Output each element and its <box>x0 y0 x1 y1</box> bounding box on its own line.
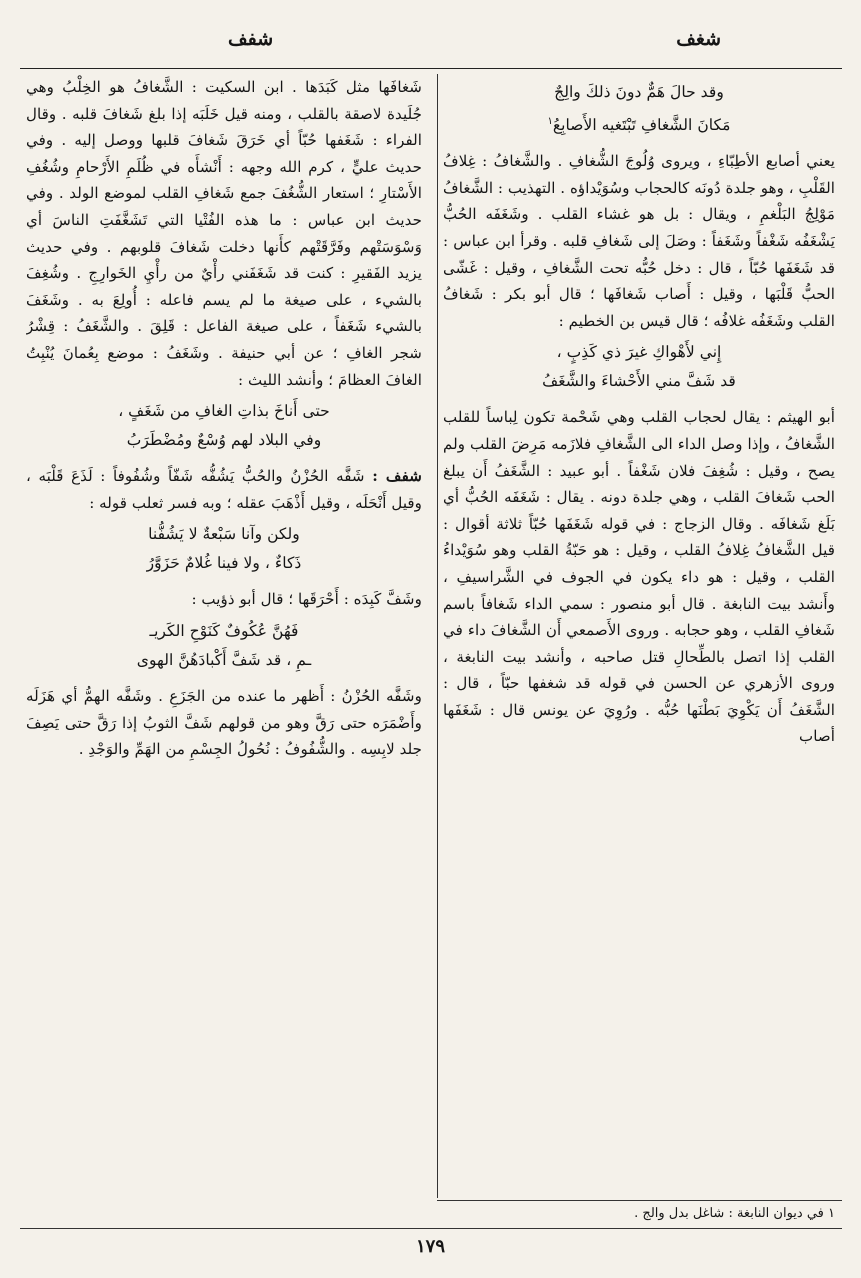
bottom-rule <box>20 1228 842 1229</box>
verse-line: قد شَفَّ مني الأَحْشاءَ والشَّغَفُ <box>542 372 736 391</box>
footnote-rule <box>437 1200 842 1201</box>
verse-line: ذَكاءٌ ، ولا فينا غُلامٌ حَزَوَّرُ <box>146 554 302 573</box>
verse-block <box>26 520 422 578</box>
paragraph: وشَفَّه الحُزْنُ : أَظهر ما عنده من الجَزَعِ . وشَفَّه الهمُّ أي هَزَلَه وأَضْمَرَه حتى رَقَّ وهو من قولهم شَفَّ الثوبُ إذا رَقَّ حتى يَصِفَ جلد لابِسِه . والشُّفُوفُ : نُحُولُ الجِسْمِ من الهَمِّ والوَجْدِ . <box>26 686 422 759</box>
verse-line: ـمِ ، قد شَفَّ أَكْبادَهُنَّ الهوى <box>136 650 312 669</box>
verse-line: فَهُنَّ عُكُوفٌ كَنَوْحِ الكَريـ <box>149 621 299 640</box>
verse-line: وقد حالَ هَمٌّ دونَ ذلكَ والِجٌ <box>554 83 724 101</box>
footnote: ١ في ديوان النابغة : شاغل بدل والج . <box>634 1206 835 1221</box>
footnote-marker: ١ <box>547 116 553 127</box>
verse-block <box>26 397 422 455</box>
header-left-word: شفف <box>228 28 274 50</box>
verse-line-text: مَكانَ الشَّغافِ تَبْتَغيه الأَصابِعُ <box>552 116 731 135</box>
paragraph: شَغافَها مثل كَبَدَها . ابن السكيت : الشَّغافُ هو الخِلْبُ وهي جُلَيدة لاصقة بالقلب ، ومنه قيل خَلَبَه إذا بلغ شَغافَ قلبه . وقال الفراء : شَغَفها حُبّاً أي خَرَقَ شَغافَ قلبها ووصل إليه . وفي حديث عليٍّ ، كرم الله وجهه : أَنْشأَه في ظُلَمِ الأَرْحامِ وشُغُفِ الأَسْتارِ ؛ استعار الشُّغُفَ جمع شَغافِ القلب لموضع الولد . وفي حديث ابن عباس : ما هذه الفُتْيا التي تَشَغَّفَتِ الناسَ أي وَسْوَسَتْهم وفَرَّقَتْهم كأَنها دخلت شَغافَ قلوبهم . وفي حديث يزيد الفَقيرِ : كنت قد شَغَفَني رأْيٌ من رأْيِ الخَوارِجِ . وشُغِفَ بالشيء ، على صيغة ما لم يسم فاعله : أُولِعَ به . وشَغَفَ بالشيء شَغَفاً ، على صيغة الفاعل : قَلِقَ . والشَّغَفُ : قِشْرُ شجر الغافِ ؛ عن أبي حنيفة . وشَغَفُ : موضع بِعُمانَ يُنْبِتُ الغافَ العظامَ ؛ وأنشد الليث : <box>26 78 422 389</box>
verse-line: ولكن وآنا سَبْعةٌ لا يَشُفُّنا <box>148 525 300 544</box>
entry-headword: شفف : <box>372 467 422 486</box>
paragraph: أبو الهيثم : يقال لحجاب القلب وهي شَحْمة تكون لِباساً للقلب الشَّغافُ ، وإذا وصل الداء الى الشَّغافِ فلازَمه مَرِضَ القلب ولم يصح ، وقيل : شُغِفَ فلان شَغْفاً . أبو عبيد : الشَّغَفُ أَن يبلغ الحب شَغافَ القلب ، وهي جلدة دونه . يقال : شَغَفَه الحُبُّ أي بَلَغ شَغافَه . وقال الزجاج : في قوله شَغَفَها حُبّاً ثلاثة أقوال : قيل الشَّغافُ غِلافُ القلب ، وقيل : هو حَبّةُ القلب وهو سُوَيْداءُ القلب ، وقيل : هو داء يكون في الجوف في الشَّراسيفِ ، وأَنشد بيت النابغة . قال أبو منصور : سمي الداء شَغافاً باسم شَغافِ القلب ، وهو حجابه . وروى الأَصمعي أَن الشَّغافَ داء في القلب إذا اتصل بالطِّحالِ قتل صاحبه ، وأنشد بيت النابغة ، وروى الأزهري عن الحسن في قوله قد شغفها حبّاً ، قال : الشَّغَفُ أَن يَكْوِيَ بَطْنَها حُبُّه . ورُوِيَ عن يونس قال : شَغَفَها أصاب <box>443 408 835 746</box>
verse-block <box>26 617 422 675</box>
left-column <box>26 74 422 1198</box>
top-rule <box>20 68 842 69</box>
column-divider <box>437 74 438 1198</box>
verse-block <box>443 338 835 396</box>
entry-text: شَفَّه الحُزْنُ والحُبُّ يَشُفُّه شَفّاً وشُفُوفاً : لَذَعَ قَلْبَه ، وقيل أَنْحَلَه ، وقيل أَذْهَبَ عقله ؛ وبه فسر ثعلب قوله : <box>26 467 422 512</box>
page-number: ١٧٩ <box>415 1236 445 1257</box>
verse-line: حتى أَناخَ بذاتِ الغافِ من شَغَفٍ ، <box>118 402 330 421</box>
verse-line: إِني لأَهْواكِ غيرَ ذي كَذِبٍ ، <box>556 343 722 362</box>
header-right-word: شغف <box>676 28 721 50</box>
verse-line: وفي البلاد لهم وُسْعٌ ومُضْطَرَبُ <box>126 431 322 450</box>
right-column <box>443 74 835 1198</box>
paragraph: وشَفَّ كَبِدَه : أَحْرَقَها ؛ قال أبو ذؤيب : <box>191 590 422 609</box>
entry-paragraph <box>26 463 422 516</box>
paragraph: يعني أصابع الأطِبّاءِ ، ويروى وُلُوجَ الشُّغافِ . والشَّغافُ : غِلافُ القَلْبِ ، وهو جلدة دُونَه كالحجاب وسُوَيْداؤه . التهذيب : الشَّغافُ مَوْلِجُ البَلْغمِ ، ويقال : بل هو غشاء القلب . وشَغَفَه الحُبُّ يَشْغَفُه شَغْفاً وشَغَفاً : وصَلَ إلى شَغافِ قلبه . وقرأ ابن عباس : قد شَغَفَها حُبّاً ، قال : دخل حُبُّه تحت الشَّغافِ ، وقيل : غَشّى الحبُّ قَلْبَها ، وقيل : أَصاب شَغافَها ؛ قال أبو بكر : شَغافُ القلب وشَغَفُه غلافُه ؛ قال قيس بن الخطيم : <box>443 152 835 330</box>
verse-line <box>443 107 835 140</box>
verse-block <box>443 78 835 140</box>
